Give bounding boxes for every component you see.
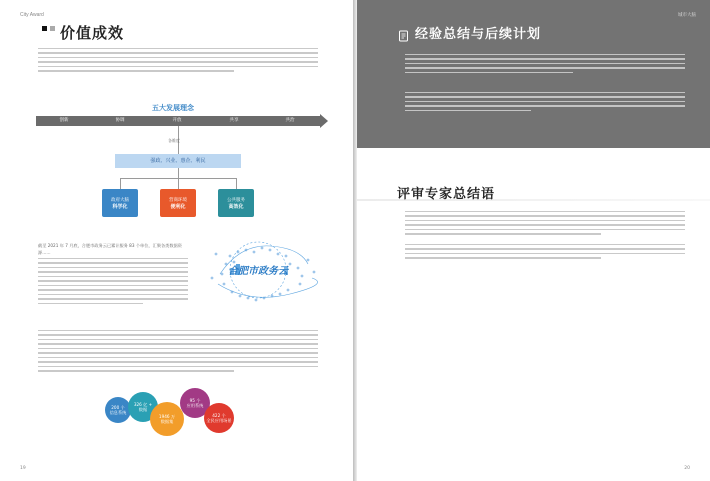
stage-label: 协调 xyxy=(115,118,125,123)
page-number: 19 xyxy=(20,466,26,471)
stat-circle xyxy=(150,402,184,436)
connector-line xyxy=(178,168,179,189)
document-icon xyxy=(398,27,410,39)
stat-value: 1946 万 xyxy=(158,414,176,419)
review-paragraph xyxy=(405,211,685,238)
diagram-title: 五大发展理念 xyxy=(152,104,194,112)
stat-value: 95 个 xyxy=(189,398,201,403)
stat-label: 全民应用场景 xyxy=(206,418,232,423)
outcome-box xyxy=(218,189,254,217)
stage-label: 共治 xyxy=(285,118,295,123)
left-page xyxy=(0,0,353,481)
page-number: 20 xyxy=(684,466,690,471)
stats-lead: 截至 2021 年 7 月底，合肥市政务云已累计服务 83 个单位，汇聚各类数据资源…… xyxy=(38,243,182,255)
stat-label: 应用系统 xyxy=(186,403,204,408)
intro-paragraph xyxy=(38,48,318,75)
stage-label: 开放 xyxy=(172,118,182,123)
page-title: 价值成效 xyxy=(60,24,125,42)
axis-label: 各维度 xyxy=(168,138,180,143)
summary-paragraph xyxy=(38,330,318,375)
outcome-value: 便利化 xyxy=(170,203,186,210)
section-title: 评审专家总结语 xyxy=(397,187,496,202)
stat-label: 数据集 xyxy=(160,419,174,424)
stat-value: 200 个 xyxy=(111,405,125,410)
outcome-box xyxy=(102,189,138,217)
connector-line xyxy=(236,178,237,189)
connector-line xyxy=(120,178,121,189)
stat-label: 数据 xyxy=(138,407,148,412)
gov-cloud-logo: 合肥市政务云 xyxy=(228,266,288,277)
review-paragraph xyxy=(405,244,685,262)
outcome-label: 营商环境 xyxy=(169,197,187,203)
title-marker xyxy=(50,26,55,31)
section-title: 经验总结与后续计划 xyxy=(415,27,542,42)
running-header: City Award xyxy=(20,12,44,18)
stat-label: 信息系统 xyxy=(109,410,127,415)
stat-circle xyxy=(204,403,234,433)
stats-paragraph xyxy=(38,243,188,256)
outcome-label: 政府大脑 xyxy=(111,197,129,203)
outcome-value: 高效化 xyxy=(228,203,244,210)
outcome-value: 科学化 xyxy=(112,203,128,210)
stage-label: 共享 xyxy=(229,118,239,123)
summary-paragraph xyxy=(405,54,685,76)
stage-label: 创新 xyxy=(59,118,69,123)
stats-lines xyxy=(38,258,188,307)
stage-band xyxy=(36,116,320,126)
outcome-box xyxy=(160,189,196,217)
right-page xyxy=(357,0,710,481)
running-header: 城市大脑 xyxy=(678,13,696,18)
plan-paragraph xyxy=(405,92,685,114)
stat-value: 422 个 xyxy=(212,413,226,418)
arrow-icon xyxy=(320,114,328,128)
stat-circle xyxy=(105,397,131,423)
outcome-label: 公共服务 xyxy=(227,197,245,203)
stat-value: 326 亿 + xyxy=(133,402,153,407)
title-marker xyxy=(42,26,47,31)
core-goals-box: 强政、兴业、惠企、利民 xyxy=(115,154,241,168)
